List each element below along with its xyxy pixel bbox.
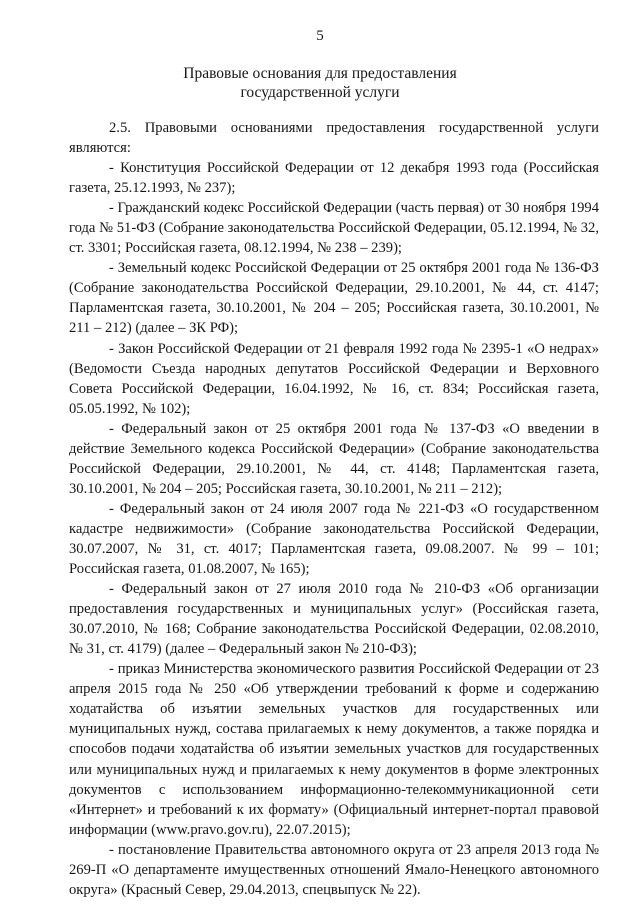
section-heading-line-1: Правовые основания для предоставления <box>183 65 457 82</box>
paragraph-ministry-order-250: - приказ Министерства экономического развития Российской Федерации от 23 апреля 2015 года № 250 «Об утверждении требований к форме и содержанию ходатайства об изъятии земельных участков для государственных или муниципальных нужд, состава прилагаемых к нему документов, а также порядка и способов подачи ходатайства об изъятии земельных участков для государственных или муниципальных нужд и прилагаемых к нему документов в форме электронных документов с использованием информационно-телекоммуникационной сети «Интернет» и требований к их формату» (Официальный интернет-портал правовой информации (www.pravo.gov.ru), 22.07.2015); <box>69 661 599 838</box>
paragraph-federal-law-221: - Федеральный закон от 24 июля 2007 года № 221-ФЗ «О государственном кадастре недвижимости» (Собрание законодательства Российской Федерации, 30.07.2007, № 31, ст. 4017; Парламентская газета, 09.08.2007. № 99 – 101; Российская газета, 01.08.2007, № 165); <box>69 500 599 578</box>
section-heading <box>60 64 580 102</box>
paragraph-land-code: - Земельный кодекс Российской Федерации от 25 октября 2001 года № 136-ФЗ (Собрание законодательства Российской Федерации, 29.10.2001, № 44, ст. 4147; Парламентская газета, 30.10.2001, № 204 – 205; Российская газета, 30.10.2001, № 211 – 212) (далее – ЗК РФ); <box>69 260 599 337</box>
paragraph-subsoil-law: - Закон Российской Федерации от 21 февраля 1992 года № 2395-1 «О недрах» (Ведомости Съезда народных депутатов Российской Федерации и Верховного Совета Российской Федерации, 16.04.1992, № 16, ст. 834; Российская газета, 05.05.1992, № 102); <box>69 340 599 417</box>
paragraph-intro: 2.5. Правовыми основаниями предоставления государственной услуги являются: <box>69 120 599 157</box>
paragraph-civil-code: - Гражданский кодекс Российской Федерации (часть первая) от 30 ноября 1994 года № 51-ФЗ (Собрание законодательства Российской Федерации, 05.12.1994, № 32, ст. 3301; Российская газета, 08.12.1994, № 238 – 239); <box>69 200 599 257</box>
section-heading-line-2: государственной услуги <box>240 84 400 101</box>
paragraph-federal-law-137: - Федеральный закон от 25 октября 2001 года № 137-ФЗ «О введении в действие Земельного кодекса Российской Федерации» (Собрание законодательства Российской Федерации, 29.10.2001, № 44, ст. 4148; Парламентская газета, 30.10.2001, № 204 – 205; Российская газета, 30.10.2001, № 211 – 212); <box>69 420 599 497</box>
paragraph-federal-law-210: - Федеральный закон от 27 июля 2010 года № 210-ФЗ «Об организации предоставления государственных и муниципальных услуг» (Российская газета, 30.07.2010, № 168; Собрание законодательства Российской Федерации, 02.08.2010, № 31, ст. 4179) (далее – Федеральный закон № 210-ФЗ); <box>69 581 599 658</box>
paragraph-constitution: - Конституция Российской Федерации от 12 декабря 1993 года (Российская газета, 25.12.1993, № 237); <box>69 160 599 197</box>
page-number: 5 <box>316 28 324 44</box>
paragraph-government-resolution-269: - постановление Правительства автономного округа от 23 апреля 2013 года № 269-П «О департаменте имущественных отношений Ямало-Ненецкого автономного округа» (Красный Север, 29.04.2013, спецвыпуск № 22). <box>69 841 599 898</box>
document-body <box>69 118 599 900</box>
